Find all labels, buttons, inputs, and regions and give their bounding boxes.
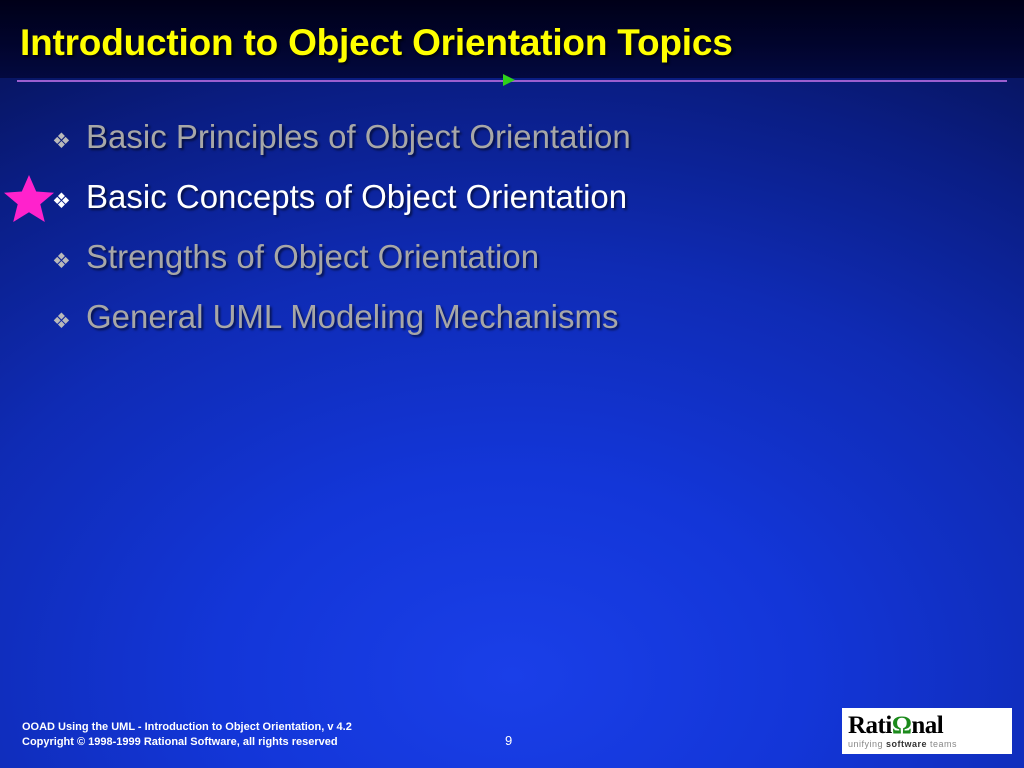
bullet-diamond-icon: ❖ bbox=[52, 190, 71, 213]
logo-name-part2: nal bbox=[911, 711, 944, 739]
footer-copyright-line: Copyright © 1998-1999 Rational Software, all rights reserved bbox=[22, 736, 338, 748]
list-item-label: Strengths of Object Orientation bbox=[86, 238, 540, 275]
logo-tagline-bold: software bbox=[886, 738, 928, 749]
list-item[interactable] bbox=[52, 178, 982, 238]
topics-list bbox=[52, 118, 982, 358]
logo-tagline bbox=[848, 739, 1012, 750]
logo-tagline-part1: unifying bbox=[848, 738, 887, 749]
bullet-diamond-icon: ❖ bbox=[52, 250, 71, 273]
star-icon bbox=[2, 173, 56, 225]
footer-course-line: OOAD Using the UML - Introduction to Object Orientation, v 4.2 bbox=[22, 721, 352, 733]
logo-name-part1: Rati bbox=[848, 711, 892, 739]
bullet-diamond-icon: ❖ bbox=[52, 310, 71, 333]
bullet-diamond-icon: ❖ bbox=[52, 130, 71, 153]
logo-omega-glyph: Ω bbox=[891, 711, 912, 739]
list-item[interactable] bbox=[52, 118, 982, 178]
logo-tagline-part2: teams bbox=[927, 738, 958, 749]
page-title: Introduction to Object Orientation Topics bbox=[20, 22, 733, 63]
list-item[interactable] bbox=[52, 238, 982, 298]
page-number: 9 bbox=[505, 733, 513, 748]
rational-logo bbox=[842, 708, 1012, 754]
slide-footer bbox=[22, 720, 352, 750]
list-item-label: Basic Principles of Object Orientation bbox=[86, 118, 631, 155]
list-item-label: Basic Concepts of Object Orientation bbox=[86, 178, 628, 215]
list-item-label: General UML Modeling Mechanisms bbox=[86, 298, 619, 335]
list-item[interactable] bbox=[52, 298, 982, 358]
logo-wordmark bbox=[848, 713, 1012, 739]
arrow-right-icon bbox=[503, 74, 515, 86]
